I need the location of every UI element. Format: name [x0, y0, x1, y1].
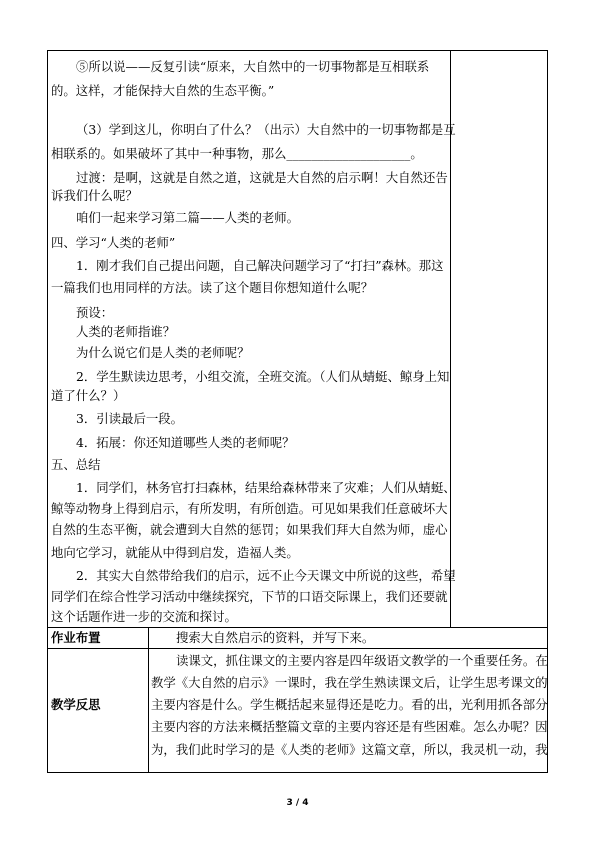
homework-text: 搜索大自然启示的资料，并写下来。 — [176, 630, 375, 645]
content-line: 1．同学们，林务官打扫森林，结果给森林带来了灾难；人们从蜻蜓、 — [76, 480, 456, 495]
content-line: 为什么说它们是人类的老师呢？ — [76, 345, 250, 360]
reflection-line: 主要内容的方法来概括整篇文章的主要内容还是有些困难。怎么办呢？因 — [151, 719, 548, 734]
content-line: 地向它学习，就能从中得到启发，造福人类。 — [51, 545, 299, 560]
reflection-line: 教学《大自然的启示》一课时，我在学生熟读课文后，让学生思考课文的 — [151, 675, 548, 690]
table-row-divider-content — [47, 627, 548, 628]
reflection-line: 主要内容是什么。学生概括起来显得还是吃力。看的出，光利用抓各部分 — [151, 697, 548, 712]
content-line: 3．引读最后一段。 — [76, 411, 184, 426]
reflection-line: 读课文，抓住课文的主要内容是四年级语文教学的一个重要任务。在 — [176, 653, 548, 668]
reflection-line: 为，我们此时学习的是《人类的老师》这篇文章，所以，我灵机一动，我 — [151, 742, 548, 757]
content-line: 人类的老师指谁？ — [76, 324, 176, 339]
content-line: 2．其实大自然带给我们的启示，远不止今天课文中所说的这些，希望 — [76, 568, 456, 583]
reflection-label: 教学反思 — [51, 697, 101, 712]
homework-label: 作业布置 — [51, 630, 101, 645]
content-line: 相联系的。如果破坏了其中一种事物，那么____________________。 — [51, 146, 423, 161]
table-divider-label-column — [148, 628, 149, 773]
content-line: 道了什么？） — [51, 388, 126, 403]
section-heading: 五、总结 — [51, 457, 101, 472]
content-line: （3）学到这儿，你明白了什么？（出示）大自然中的一切事物都是互 — [76, 122, 456, 137]
content-line: 2．学生默读边思考，小组交流，全班交流。（人们从蜻蜓、鲸身上知 — [76, 369, 450, 384]
content-line: 自然的生态平衡，就会遭到大自然的惩罚；如果我们拜大自然为师，虚心 — [51, 522, 448, 537]
table-row-divider-homework — [47, 648, 548, 649]
content-line: 4．拓展：你还知道哪些人类的老师呢？ — [76, 435, 295, 450]
content-line: 的。这样，才能保持大自然的生态平衡。” — [51, 83, 275, 98]
content-line: 过渡：是啊，这就是自然之道，这就是大自然的启示啊！大自然还告 — [76, 170, 448, 185]
content-line: 诉我们什么呢？ — [51, 188, 138, 203]
content-line: 咱们一起来学习第二篇——人类的老师。 — [76, 210, 300, 225]
content-line: 1．刚才我们自己提出问题，自己解决问题学习了“打扫”森林。那这 — [76, 258, 444, 273]
section-heading: 四、学习“人类的老师” — [51, 235, 176, 250]
content-line: 这个话题作进一步的交流和探讨。 — [51, 609, 237, 624]
content-line: 一篇我们也用同样的方法。读了这个题目你想知道什么呢？ — [51, 280, 374, 295]
content-line: 预设： — [76, 305, 114, 320]
content-line: 鲸等动物身上得到启示，有所发明，有所创造。可见如果我们任意破坏大 — [51, 501, 448, 516]
page-number: 3 / 4 — [286, 798, 309, 808]
content-line: ⑤所以说——反复引读“原来，大自然中的一切事物都是互相联系 — [76, 59, 430, 74]
content-line: 同学们在综合性学习活动中继续探究，下节的口语交际课上，我们还要就 — [51, 589, 448, 604]
